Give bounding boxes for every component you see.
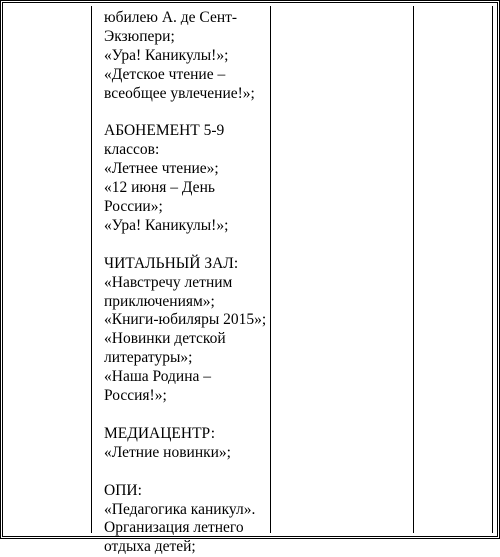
text-line: юбилею А. де Сент- xyxy=(104,9,238,26)
text-block xyxy=(104,122,264,235)
section-heading: ЧИТАЛЬНЫЙ ЗАЛ: xyxy=(104,254,239,272)
column-divider xyxy=(270,6,271,533)
text-line: литературы»; xyxy=(104,349,193,367)
text-line: «Ура! Каникулы!»; xyxy=(104,216,229,234)
column-divider xyxy=(91,6,92,533)
section-heading: МЕДИАЦЕНТР: xyxy=(104,424,216,442)
text-line: Экзюпери; xyxy=(104,27,175,45)
text-line: «Летнее чтение»; xyxy=(104,160,219,178)
text-line: «Детское чтение – xyxy=(104,65,226,83)
text-block xyxy=(104,425,264,463)
text-block xyxy=(104,254,267,406)
section-heading: АБОНЕМЕНТ 5-9 xyxy=(104,122,225,140)
text-block xyxy=(104,9,264,104)
text-line: Россия!»; xyxy=(104,387,167,405)
text-block xyxy=(104,482,264,557)
text-line: «Летние новинки»; xyxy=(104,443,231,461)
text-line: «Педагогика каникул». xyxy=(104,500,256,518)
column-divider xyxy=(413,6,414,533)
text-line: приключениям»; xyxy=(104,292,215,310)
text-line: «Книги-юбиляры 2015»; xyxy=(104,311,267,329)
text-line: всеобщее увлечение!»; xyxy=(104,84,255,102)
text-line: «Наша Родина – xyxy=(104,368,212,386)
section-heading: ОПИ: xyxy=(104,481,142,499)
text-line: «Навстречу летним xyxy=(104,273,233,291)
text-line: «Ура! Каникулы!»; xyxy=(104,46,229,64)
text-line: «Новинки детской xyxy=(104,330,226,348)
table-cell-text xyxy=(104,9,267,557)
column-divider xyxy=(492,6,493,533)
text-line: отдыха детей; xyxy=(104,538,196,556)
text-line: «12 июня – День xyxy=(104,179,215,197)
text-line: России»; xyxy=(104,198,163,216)
text-line: Организация летнего xyxy=(104,519,244,537)
text-line: классов: xyxy=(104,141,160,159)
